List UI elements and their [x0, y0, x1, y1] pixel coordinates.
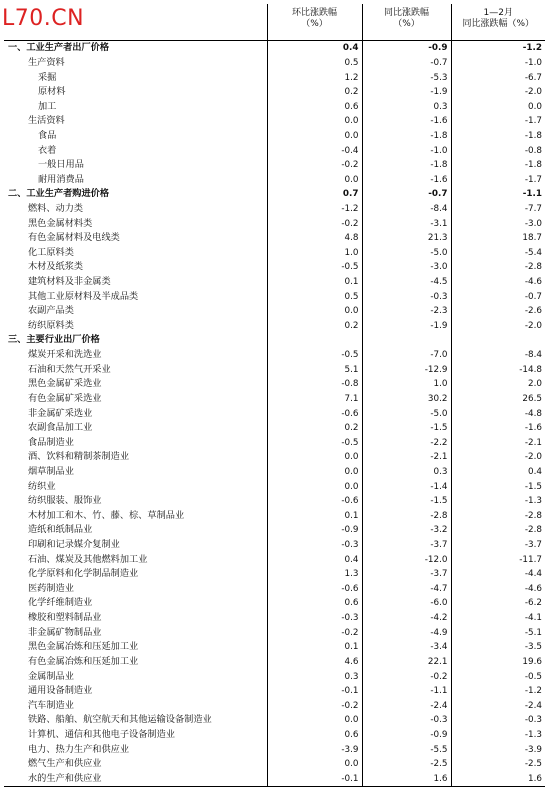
mom-value: 0.1	[267, 640, 362, 655]
row-label: 铁路、船舶、航空航天和其他运输设备制造业	[28, 714, 212, 726]
yoy-value: -0.2	[362, 669, 451, 684]
row-label: 石油和天然气开采业	[28, 363, 111, 375]
yoy-value: -0.9	[362, 728, 451, 743]
yoy-value: -5.0	[362, 406, 451, 421]
table-row	[4, 450, 545, 465]
mom-value: -0.4	[267, 143, 362, 158]
row-label: 纺织服装、服饰业	[28, 495, 102, 507]
row-label: 纺织原料类	[28, 319, 74, 331]
mom-value: 0.1	[267, 275, 362, 290]
table-row	[4, 41, 545, 56]
mom-value: -0.5	[267, 260, 362, 275]
table-row	[4, 362, 545, 377]
yoy-value	[362, 333, 451, 348]
yoy-value: -2.2	[362, 435, 451, 450]
table-row	[4, 85, 545, 100]
table-row	[4, 333, 545, 348]
ytd-value: -0.3	[451, 713, 545, 728]
table-row	[4, 304, 545, 319]
yoy-value: -1.0	[362, 143, 451, 158]
header-yoy	[362, 4, 451, 41]
ytd-value: -5.1	[451, 625, 545, 640]
yoy-value: -5.0	[362, 246, 451, 261]
ytd-value: -1.1	[451, 187, 545, 202]
ytd-value: -2.0	[451, 85, 545, 100]
mom-value: 0.2	[267, 85, 362, 100]
yoy-value: -3.4	[362, 640, 451, 655]
row-label: 化学原料和化学制品制造业	[28, 568, 139, 580]
mom-value: 0.4	[267, 552, 362, 567]
mom-value: -0.1	[267, 684, 362, 699]
row-label: 农副食品加工业	[28, 422, 93, 434]
row-label: 原材料	[38, 86, 66, 98]
mom-value: -0.6	[267, 582, 362, 597]
row-label: 其他工业原材料及半成品类	[28, 290, 139, 302]
ytd-value: -1.7	[451, 172, 545, 187]
table-row	[4, 289, 545, 304]
yoy-value: -1.8	[362, 158, 451, 173]
table-row	[4, 509, 545, 524]
yoy-value: -2.3	[362, 304, 451, 319]
yoy-value: 30.2	[362, 392, 451, 407]
row-label: 木材加工和木、竹、藤、棕、草制品业	[28, 509, 185, 521]
table-row	[4, 231, 545, 246]
ytd-value: 26.5	[451, 392, 545, 407]
ytd-value: -2.6	[451, 304, 545, 319]
ytd-value: -6.7	[451, 70, 545, 85]
table-row	[4, 771, 545, 786]
yoy-value: -6.0	[362, 596, 451, 611]
ytd-value: -1.7	[451, 114, 545, 129]
mom-value	[267, 333, 362, 348]
table-row	[4, 435, 545, 450]
table-row	[4, 187, 545, 202]
ytd-value: -1.8	[451, 129, 545, 144]
mom-value: 0.2	[267, 421, 362, 436]
mom-value: -0.1	[267, 771, 362, 786]
yoy-value: -3.7	[362, 567, 451, 582]
yoy-value: -3.7	[362, 538, 451, 553]
mom-value: 0.5	[267, 56, 362, 71]
row-label: 有色金属材料及电线类	[28, 232, 120, 244]
header-mom-line2: （%）	[301, 19, 328, 29]
yoy-value: -3.0	[362, 260, 451, 275]
yoy-value: -7.0	[362, 348, 451, 363]
table-row	[4, 421, 545, 436]
ytd-value: -11.7	[451, 552, 545, 567]
table-row	[4, 114, 545, 129]
ytd-value: -4.4	[451, 567, 545, 582]
table-row	[4, 319, 545, 334]
row-label: 煤炭开采和洗选业	[28, 349, 102, 361]
row-label: 烟草制品业	[28, 465, 74, 477]
ytd-value: -2.0	[451, 450, 545, 465]
ytd-value: -2.8	[451, 509, 545, 524]
row-label: 生产资料	[28, 56, 65, 68]
yoy-value: -2.8	[362, 509, 451, 524]
ytd-value: -5.4	[451, 246, 545, 261]
table-row	[4, 567, 545, 582]
row-label: 食品制造业	[28, 436, 74, 448]
row-label: 有色金属冶炼和压延加工业	[28, 655, 139, 667]
ytd-value: -2.4	[451, 698, 545, 713]
row-label: 通用设备制造业	[28, 685, 93, 697]
table-row	[4, 698, 545, 713]
row-label: 造纸和纸制品业	[28, 524, 93, 536]
row-label: 木材及纸浆类	[28, 261, 84, 273]
table-row	[4, 742, 545, 757]
row-label: 有色金属矿采选业	[28, 392, 102, 404]
ytd-value: -4.1	[451, 611, 545, 626]
row-label: 非金属矿物制品业	[28, 626, 102, 638]
table-row	[4, 640, 545, 655]
mom-value: 1.2	[267, 70, 362, 85]
table-row	[4, 70, 545, 85]
mom-value: 1.0	[267, 246, 362, 261]
header-ytd-line1: 1—2月	[483, 8, 513, 18]
yoy-value: 21.3	[362, 231, 451, 246]
mom-value: 7.1	[267, 392, 362, 407]
table-row	[4, 494, 545, 509]
ytd-value: -14.8	[451, 362, 545, 377]
yoy-value: -4.7	[362, 582, 451, 597]
mom-value: -0.2	[267, 625, 362, 640]
ytd-value: -1.0	[451, 56, 545, 71]
row-label: 化学纤维制造业	[28, 597, 93, 609]
table-row	[4, 596, 545, 611]
yoy-value: -8.4	[362, 202, 451, 217]
mom-value: 0.5	[267, 289, 362, 304]
yoy-value: -5.5	[362, 742, 451, 757]
yoy-value: -1.9	[362, 319, 451, 334]
table-row	[4, 669, 545, 684]
mom-value: -0.3	[267, 611, 362, 626]
ytd-value: 1.6	[451, 771, 545, 786]
ytd-value: 19.6	[451, 655, 545, 670]
mom-value: 0.7	[267, 187, 362, 202]
ytd-value: -3.7	[451, 538, 545, 553]
yoy-value: -12.0	[362, 552, 451, 567]
ytd-value: -3.5	[451, 640, 545, 655]
table-row	[4, 216, 545, 231]
mom-value: 0.0	[267, 479, 362, 494]
table-row	[4, 582, 545, 597]
mom-value: -1.2	[267, 202, 362, 217]
ytd-value: 18.7	[451, 231, 545, 246]
row-label: 黑色金属材料类	[28, 217, 93, 229]
row-label: 衣着	[38, 144, 57, 156]
mom-value: -0.2	[267, 216, 362, 231]
mom-value: -0.2	[267, 698, 362, 713]
table-row	[4, 158, 545, 173]
table-row	[4, 479, 545, 494]
table-row	[4, 143, 545, 158]
mom-value: 0.0	[267, 465, 362, 480]
row-label: 建筑材料及非金属类	[28, 276, 111, 288]
row-label: 生活资料	[28, 115, 65, 127]
row-label: 水的生产和供应业	[4, 771, 267, 786]
yoy-value: 1.6	[362, 771, 451, 786]
yoy-value: -1.6	[362, 114, 451, 129]
price-index-table	[4, 4, 545, 787]
table-row	[4, 611, 545, 626]
ytd-value: -8.4	[451, 348, 545, 363]
table-row	[4, 172, 545, 187]
mom-value: -0.8	[267, 377, 362, 392]
mom-value: 0.4	[267, 41, 362, 56]
yoy-value: -1.5	[362, 421, 451, 436]
ytd-value: -2.0	[451, 319, 545, 334]
mom-value: 5.1	[267, 362, 362, 377]
table-row	[4, 392, 545, 407]
yoy-value: -1.4	[362, 479, 451, 494]
yoy-value: -0.9	[362, 41, 451, 56]
yoy-value: -4.9	[362, 625, 451, 640]
ytd-value: -1.3	[451, 494, 545, 509]
table-row	[4, 406, 545, 421]
mom-value: -0.5	[267, 435, 362, 450]
mom-value: 4.6	[267, 655, 362, 670]
ytd-value: -4.6	[451, 582, 545, 597]
yoy-value: -0.7	[362, 56, 451, 71]
row-label: 燃料、动力类	[28, 203, 84, 214]
row-label: 金属制品业	[28, 670, 74, 682]
table-row	[4, 246, 545, 261]
table-row	[4, 728, 545, 743]
row-label: 黑色金属矿采选业	[28, 378, 102, 390]
yoy-value: -1.8	[362, 129, 451, 144]
mom-value: -0.2	[267, 158, 362, 173]
mom-value: -0.5	[267, 348, 362, 363]
ytd-value: 2.0	[451, 377, 545, 392]
mom-value: 0.2	[267, 319, 362, 334]
ytd-value: -1.2	[451, 684, 545, 699]
header-yoy-line1: 同比涨跌幅	[383, 8, 429, 18]
row-label: 采掘	[38, 71, 57, 83]
table-row	[4, 625, 545, 640]
mom-value: 0.0	[267, 713, 362, 728]
row-label: 燃气生产和供应业	[28, 758, 102, 770]
ytd-value: -2.8	[451, 523, 545, 538]
table-row	[4, 684, 545, 699]
yoy-value: 0.3	[362, 99, 451, 114]
ytd-value: -6.2	[451, 596, 545, 611]
yoy-value: -2.4	[362, 698, 451, 713]
row-label: 三、主要行业出厂价格	[8, 334, 100, 346]
header-ytd	[451, 4, 545, 41]
mom-value: 0.0	[267, 129, 362, 144]
header-ytd-line2: 同比涨跌幅（%）	[462, 19, 535, 29]
mom-value: 0.0	[267, 757, 362, 772]
row-label: 非金属矿采选业	[28, 407, 93, 419]
row-label: 电力、热力生产和供应业	[28, 743, 130, 755]
ytd-value: -4.8	[451, 406, 545, 421]
table-row	[4, 465, 545, 480]
header-mom-line1: 环比涨跌幅	[291, 8, 337, 18]
table-row	[4, 99, 545, 114]
yoy-value: 0.3	[362, 465, 451, 480]
mom-value: 0.0	[267, 450, 362, 465]
yoy-value: -1.6	[362, 172, 451, 187]
mom-value: -0.9	[267, 523, 362, 538]
mom-value: 0.0	[267, 172, 362, 187]
yoy-value: 1.0	[362, 377, 451, 392]
ytd-value: -2.8	[451, 260, 545, 275]
yoy-value: -12.9	[362, 362, 451, 377]
ytd-value: -3.9	[451, 742, 545, 757]
ytd-value: -1.5	[451, 479, 545, 494]
row-label: 黑色金属冶炼和压延加工业	[28, 641, 139, 653]
table-row	[4, 56, 545, 71]
table-row	[4, 202, 545, 217]
ytd-value: -2.1	[451, 435, 545, 450]
row-label: 食品	[38, 129, 57, 141]
yoy-value: -3.1	[362, 216, 451, 231]
yoy-value: 22.1	[362, 655, 451, 670]
row-label: 医药制造业	[28, 582, 74, 594]
ytd-value: -1.6	[451, 421, 545, 436]
row-label: 一般日用品	[38, 159, 84, 171]
yoy-value: -4.2	[362, 611, 451, 626]
ytd-value: -1.2	[451, 41, 545, 56]
mom-value: 0.1	[267, 509, 362, 524]
table-row	[4, 655, 545, 670]
row-label: 汽车制造业	[28, 699, 74, 711]
yoy-value: -5.3	[362, 70, 451, 85]
mom-value: 0.6	[267, 596, 362, 611]
mom-value: -0.6	[267, 494, 362, 509]
ytd-value: 0.0	[451, 99, 545, 114]
mom-value: -0.6	[267, 406, 362, 421]
ytd-value: -0.5	[451, 669, 545, 684]
table-row	[4, 538, 545, 553]
mom-value: 4.8	[267, 231, 362, 246]
table-body	[4, 41, 545, 787]
ytd-value: -0.7	[451, 289, 545, 304]
yoy-value: -0.3	[362, 713, 451, 728]
yoy-value: -3.2	[362, 523, 451, 538]
row-label: 化工原料类	[28, 246, 74, 258]
table-row	[4, 129, 545, 144]
yoy-value: -2.1	[362, 450, 451, 465]
row-label: 二、工业生产者购进价格	[8, 188, 110, 200]
row-label: 一、工业生产者出厂价格	[8, 42, 110, 54]
row-label: 印刷和记录媒介复制业	[28, 539, 120, 551]
mom-value: 0.6	[267, 99, 362, 114]
yoy-value: -1.9	[362, 85, 451, 100]
ytd-value: -0.8	[451, 143, 545, 158]
table-row	[4, 377, 545, 392]
ytd-value: -1.8	[451, 158, 545, 173]
header-yoy-line2: （%）	[393, 19, 420, 29]
ytd-value: 0.4	[451, 465, 545, 480]
row-label: 计算机、通信和其他电子设备制造业	[28, 728, 175, 740]
yoy-value: -0.3	[362, 289, 451, 304]
ytd-value	[451, 333, 545, 348]
mom-value: 0.0	[267, 114, 362, 129]
ytd-value: -2.5	[451, 757, 545, 772]
row-label: 加工	[38, 100, 57, 112]
table-row	[4, 713, 545, 728]
table-row	[4, 552, 545, 567]
header-mom	[267, 4, 362, 41]
mom-value: 0.6	[267, 728, 362, 743]
row-label: 橡胶和塑料制品业	[28, 612, 102, 624]
site-logo: L70.CN	[2, 6, 85, 31]
table-row	[4, 348, 545, 363]
yoy-value: -1.1	[362, 684, 451, 699]
row-label: 农副产品类	[28, 305, 74, 317]
table-row	[4, 275, 545, 290]
row-label: 纺织业	[28, 480, 56, 492]
yoy-value: -4.5	[362, 275, 451, 290]
table-header	[4, 4, 545, 41]
ytd-value: -1.3	[451, 728, 545, 743]
table-row	[4, 757, 545, 772]
row-label: 耐用消费品	[38, 173, 84, 185]
mom-value: 0.0	[267, 304, 362, 319]
ytd-value: -7.7	[451, 202, 545, 217]
mom-value: -3.9	[267, 742, 362, 757]
mom-value: 0.3	[267, 669, 362, 684]
row-label: 酒、饮料和精制茶制造业	[28, 451, 130, 463]
yoy-value: -2.5	[362, 757, 451, 772]
yoy-value: -1.5	[362, 494, 451, 509]
mom-value: -0.3	[267, 538, 362, 553]
mom-value: 1.3	[267, 567, 362, 582]
ytd-value: -3.0	[451, 216, 545, 231]
ytd-value: -4.6	[451, 275, 545, 290]
yoy-value: -0.7	[362, 187, 451, 202]
table-row	[4, 260, 545, 275]
row-label: 石油、煤炭及其他燃料加工业	[28, 553, 148, 565]
table-row	[4, 523, 545, 538]
